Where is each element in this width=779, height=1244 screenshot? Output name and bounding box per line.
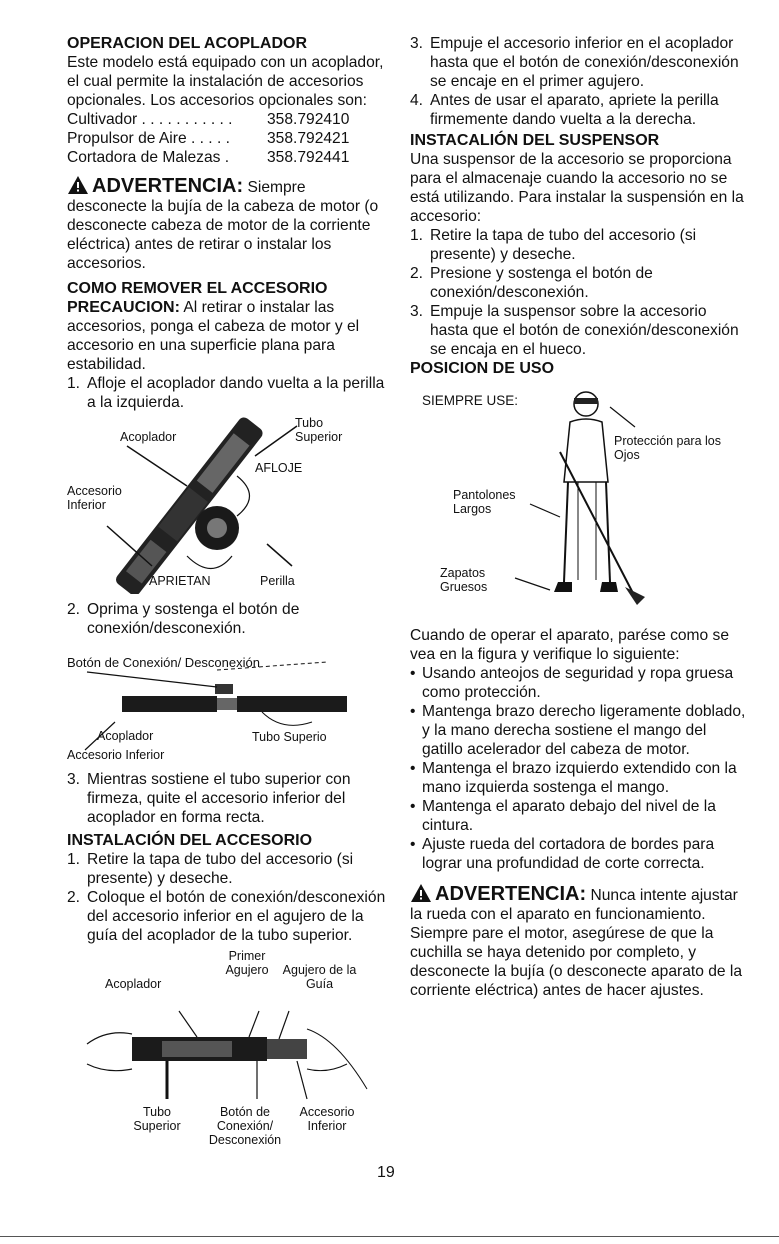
install-steps-a — [67, 850, 387, 945]
label-zapatos-gruesos: Zapatos Gruesos — [440, 566, 488, 594]
caution-text: Al retirar o instalar las accesorios, ponga el cabeza de motor y el accesorio en una superficie plana para estabilidad. — [67, 299, 360, 373]
step-item: 4. Antes de usar el aparato, apriete la perilla firmemente dando vuelta a la derecha. — [410, 92, 719, 128]
remove-steps-a — [67, 374, 387, 412]
step-item: 2. Presione y sostenga el botón de conexión/desconexión. — [410, 265, 653, 301]
caution-block — [67, 298, 387, 374]
warning-block-2 — [410, 883, 748, 1000]
label-acoplador: Acoplador — [120, 430, 177, 444]
page-number: 19 — [377, 1164, 395, 1181]
checklist-item: • Usando anteojos de seguridad y ropa gruesa como protección. — [410, 664, 748, 702]
checklist-item: • Mantenga el aparato debajo del nivel de la cintura. — [410, 797, 748, 835]
step-item: 3. Empuje el accesorio inferior en el acoplador hasta que el botón de conexión/desconexión se encaje en el primer agujero. — [410, 35, 739, 90]
bottom-rule — [0, 1236, 779, 1237]
position-heading: POSICION DE USO — [410, 360, 555, 377]
checklist-item: • Ajuste rueda del cortadora de bordes para lograr una profundidad de corte correcta. — [410, 835, 748, 873]
accessory-name: Propulsor de Aire . . . . . — [67, 130, 230, 147]
warning-text: Siempre desconecte la bujía de la cabeza de motor (o desconecte cabeza de motor de la corriente eléctrica) antes de retirar o instalar los accesorios. — [67, 179, 379, 272]
label-acoplador: Acoplador — [97, 729, 154, 743]
step-item: 1. Retire la tapa de tubo del accesorio (si presente) y deseche. — [67, 851, 354, 887]
step-item: 2. Coloque el botón de conexión/desconexión del accesorio inferior en el agujero de la guía del acoplador de la tubo superior. — [67, 889, 386, 944]
step-item: 1. Afloje el acoplador dando vuelta a la perilla a la izquierda. — [67, 375, 385, 411]
label-agujero-guia: Agujero de la Guía — [282, 963, 357, 991]
step-item: 1. Retire la tapa de tubo del accesorio (si presente) y deseche. — [410, 227, 697, 263]
label-primer-agujero: Primer Agujero — [225, 949, 269, 977]
figure-loosen-coupler — [67, 416, 387, 594]
label-afloje: AFLOJE — [255, 461, 303, 475]
accessory-code: 358.792441 — [267, 149, 350, 166]
coupler-intro: Este modelo está equipado con un acoplador, el cual permite la instalación de accesorios opcionales. Los accesorios opcionales son: — [67, 54, 384, 109]
step-item: 3. Mientras sostiene el tubo superior con firmeza, quite el accesorio inferior del acoplador en forma recta. — [67, 771, 351, 826]
warning-block-1 — [67, 175, 387, 273]
install-heading: INSTALACIÓN DEL ACCESORIO — [67, 832, 313, 849]
warning-title: ADVERTENCIA: — [435, 883, 587, 905]
label-pantalones-largos: Pantolones Largos — [453, 488, 516, 516]
label-tubo-superio: Tubo Superio — [252, 730, 327, 744]
suspensor-intro: Una suspensor de la accesorio se proporciona para el almacenaje cuando la accesorio no se está utilizando. Para instalar la suspensión en la accesorio: — [410, 151, 744, 225]
figure-operating-position — [410, 382, 748, 620]
position-intro: Cuando de operar el aparato, parése como se vea en la figura y verifique lo siguiente: — [410, 627, 730, 663]
checklist-item: • Mantenga el brazo izquierdo extendido con la mano izquierda sostenga el mango. — [410, 759, 748, 797]
step-item: 3. Empuje la suspensor sobre la accesorio hasta que el botón de conexión/desconexión se encaja en el hueco. — [410, 303, 739, 358]
label-aprietan: APRIETAN — [149, 574, 211, 588]
accessory-code: 358.792421 — [267, 130, 350, 147]
warning-text: Nunca intente ajustar la rueda con el aparato en funcionamiento. Siempre pare el motor, asegúrese de que la cuchilla se haya detenido por completo, y desconecte la bujía (o desconecte aparato de la corriente eléctrica) antes de hacer ajustes. — [410, 887, 743, 999]
suspensor-heading: INSTACALIÓN DEL SUSPENSOR — [410, 132, 660, 149]
label-tubo-superior: Tubo Superior — [133, 1105, 181, 1133]
warning-triangle-icon — [410, 883, 432, 903]
coupler-heading: OPERACION DEL ACOPLADOR — [67, 35, 308, 52]
accessory-code: 358.792410 — [267, 111, 350, 128]
right-column — [410, 34, 748, 1000]
label-acoplador: Acoplador — [105, 977, 162, 991]
figure-release-button — [67, 642, 387, 764]
remove-heading: COMO REMOVER EL ACCESORIO — [67, 280, 328, 297]
checklist-item: • Mantenga brazo derecho ligeramente doblado, y la mano derecha sostiene el mango del gatillo acelerador del cabeza de motor. — [410, 702, 748, 759]
label-accesorio-inferior: Accesorio Inferior — [67, 748, 165, 762]
label-proteccion-ojos: Protección para los Ojos — [614, 434, 722, 462]
warning-triangle-icon — [67, 175, 89, 195]
figure-guide-hole — [67, 949, 387, 1149]
label-tubo-superior: Tubo Superior — [295, 416, 343, 444]
warning-title: ADVERTENCIA: — [92, 175, 244, 197]
label-accesorio-inferior: Accesorio Inferior — [67, 484, 122, 512]
label-boton-conexion: Botón de Conexión/ Desconexión — [67, 655, 260, 670]
step-item: 2. Oprima y sostenga el botón de conexión/desconexión. — [67, 601, 300, 637]
remove-steps-b — [67, 600, 387, 638]
accessory-list — [67, 110, 387, 167]
caution-title: PRECAUCION: — [67, 299, 180, 316]
remove-steps-c — [67, 770, 387, 827]
accessory-name: Cortadora de Malezas . — [67, 149, 230, 166]
label-accesorio-inferior: Accesorio Inferior — [299, 1105, 355, 1133]
position-checklist — [410, 664, 748, 873]
install-steps-b — [410, 34, 748, 129]
label-boton-conexion: Botón de Conexión/ Desconexión — [208, 1105, 282, 1147]
label-perilla: Perilla — [260, 574, 295, 588]
accessory-name: Cultivador . . . . . . . . . . . — [67, 111, 233, 128]
suspensor-steps — [410, 226, 748, 359]
left-column — [67, 34, 387, 1155]
label-siempre-use: SIEMPRE USE: — [422, 393, 519, 408]
